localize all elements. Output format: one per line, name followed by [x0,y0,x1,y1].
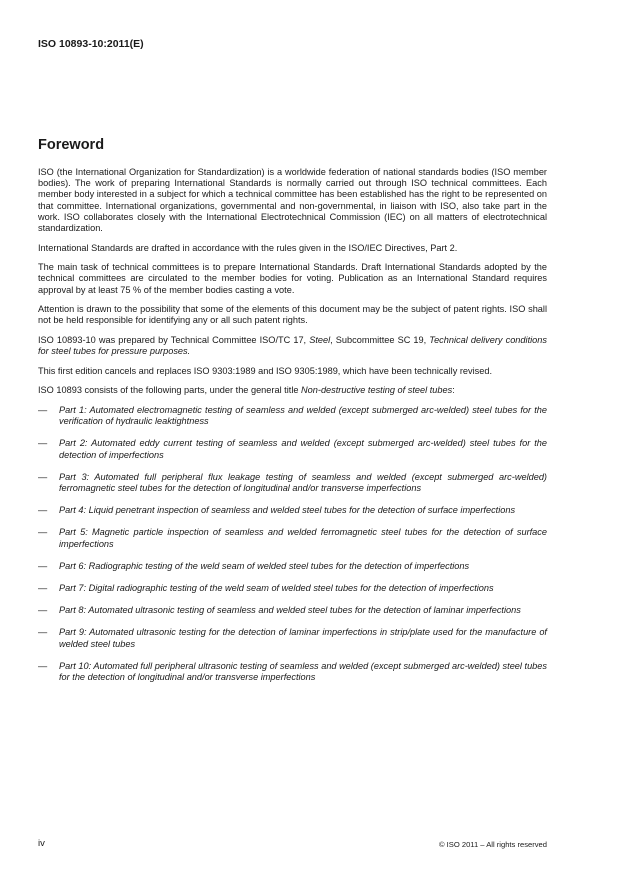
paragraph-directives: International Standards are drafted in accordance with the rules given in the ISO/IEC Directives, Part 2. [38,242,458,253]
part-title: Part 4: Liquid penetrant inspection of seamless and welded steel tubes for the detection of surface imperfections [59,505,516,516]
part-title: Part 6: Radiographic testing of the weld seam of welded steel tubes for the detection of imperfections [59,560,470,571]
dash-bullet: — [38,527,48,538]
list-item [38,505,547,516]
dash-bullet: — [38,583,48,594]
dash-bullet: — [38,471,48,482]
list-item [38,583,547,594]
general-title: Non-destructive testing of steel tubes [301,385,453,396]
list-item [38,472,547,494]
part-title: Part 7: Digital radiographic testing of the weld seam of welded steel tubes for the detection of imperfections [59,583,494,594]
paragraph-prepared-by [38,335,547,357]
part-title: Part 10: Automated full peripheral ultrasonic testing of seamless and welded (except submerged arc-welded) steel tubes for the detection of longitudinal and/or transverse imperfections [59,660,547,683]
parts-intro-text: ISO 10893 consists of the following parts, under the general title [38,385,302,396]
subcommittee-title: Technical delivery conditions for steel tubes for pressure purposes. [38,335,547,357]
paragraph-edition: This first edition cancels and replaces ISO 9303:1989 and ISO 9305:1989, which have been technically revised. [38,365,493,376]
list-item [38,527,547,549]
part-title: Part 5: Magnetic particle inspection of seamless and welded ferromagnetic steel tubes for the detection of surface imperfections [59,527,547,549]
paragraph-parts-intro [38,385,547,396]
parts-intro-colon: : [452,385,455,396]
part-title: Part 3: Automated full peripheral flux leakage testing of seamless and welded (except submerged arc-welded) ferromagnetic steel tubes for the detection of longitudinal and/or transverse imperfections [59,471,547,493]
document-id-header: ISO 10893-10:2011(E) [38,38,144,50]
dash-bullet: — [38,404,48,415]
dash-bullet: — [38,627,48,638]
list-item [38,605,547,616]
list-item [38,405,547,427]
page-title: Foreword [38,137,105,153]
parts-list [38,405,547,683]
dash-bullet: — [38,660,48,671]
dash-bullet: — [38,505,48,516]
part-title: Part 8: Automated ultrasonic testing of seamless and welded steel tubes for the detection of laminar imperfections [59,605,521,616]
foreword-body [38,167,547,694]
dash-bullet: — [38,605,48,616]
list-item [38,661,547,683]
list-item [38,561,547,572]
paragraph-committees: The main task of technical committees is to prepare International Standards. Draft International Standards adopted by the technical committees are circulated to the member bodies for voting. Publication as an International Standard requires approval by at least 75 % of the member bodies casting a vote. [38,262,547,295]
part-title: Part 2: Automated eddy current testing of seamless and welded (except submerged arc-welded) steel tubes for the detection of imperfections [59,438,547,460]
steel-committee-name: Steel [309,335,331,345]
subcommittee-text: , Subcommittee SC 19, [330,335,430,345]
part-title: Part 1: Automated electromagnetic testing of seamless and welded (except submerged arc-welded) steel tubes for the verification of hydraulic leaktightness [59,404,547,427]
dash-bullet: — [38,560,48,571]
page-number: iv [38,838,45,849]
copyright-notice: © ISO 2011 – All rights reserved [438,840,547,849]
prepared-by-text: ISO 10893-10 was prepared by Technical Committee ISO/TC 17, [38,335,310,345]
list-item [38,438,547,460]
dash-bullet: — [38,438,48,449]
list-item [38,627,547,649]
part-title: Part 9: Automated ultrasonic testing for the detection of laminar imperfections in strip/plate used for the manufacture of welded steel tubes [59,627,547,649]
paragraph-iso-intro: ISO (the International Organization for Standardization) is a worldwide federation of national standards bodies (ISO member bodies). The work of preparing International Standards is normally carried out through ISO technical committees. Each member body interested in a subject for which a technical committee has been established has the right to be represented on that committee. International organizations, governmental and non-governmental, in liaison with ISO, also take part in the work. ISO collaborates closely with the International Electrotechnical Commission (IEC) on all matters of electrotechnical standardization. [38,167,547,234]
paragraph-patent-rights: Attention is drawn to the possibility that some of the elements of this document may be the subject of patent rights. ISO shall not be held responsible for identifying any or all such patent rights. [38,304,547,326]
